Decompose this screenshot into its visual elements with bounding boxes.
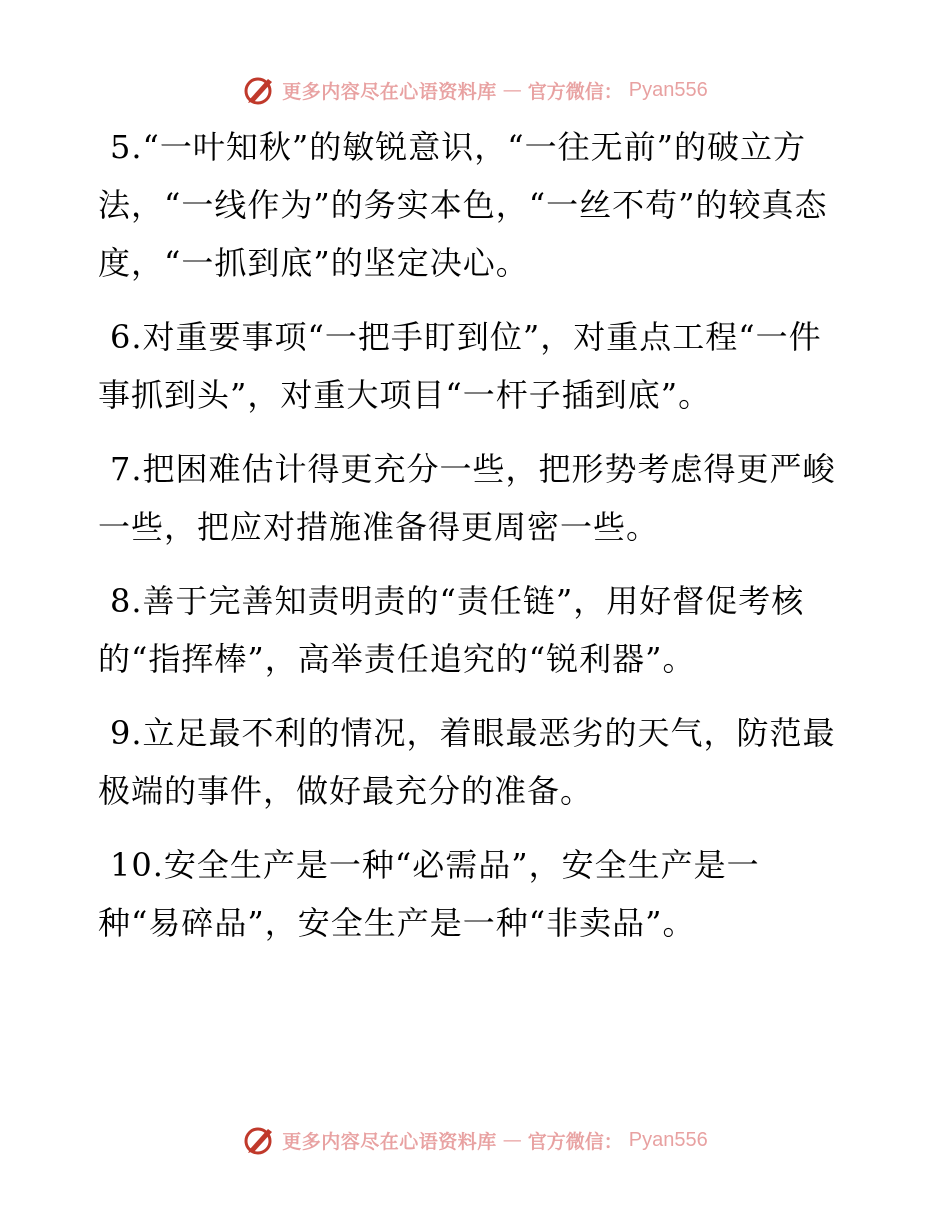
paragraph-9: 9.立足最不利的情况，着眼最恶劣的天气，防范最极端的事件，做好最充分的准备。 <box>98 714 836 810</box>
paragraph-8: 8.善于完善知责明责的“责任链”，用好督促考核的“指挥棒”，高举责任追究的“锐利器”。 <box>98 582 805 678</box>
banner-wechat-id: Pyan556 <box>628 78 708 101</box>
footer-banner <box>0 1120 950 1160</box>
banner-text: 更多内容尽在心语资料库 <box>282 80 497 103</box>
pen-circle-logo-icon <box>242 1123 276 1157</box>
banner-wechat-label: 官方微信： <box>527 1130 623 1153</box>
pen-circle-logo-icon <box>242 73 276 107</box>
banner-dash: — <box>502 1129 522 1151</box>
banner-dash: — <box>502 79 522 101</box>
paragraph-5: 5.“一叶知秋”的敏锐意识，“一往无前”的破立方法，“一线作为”的务实本色，“一丝不苟”的较真态度，“一抓到底”的坚定决心。 <box>98 128 828 282</box>
banner-wechat-label: 官方微信： <box>527 80 623 103</box>
document-body <box>98 118 836 968</box>
header-banner <box>0 70 950 110</box>
paragraph-10: 10.安全生产是一种“必需品”，安全生产是一种“易碎品”，安全生产是一种“非卖品”。 <box>98 846 760 942</box>
banner-text: 更多内容尽在心语资料库 <box>282 1130 497 1153</box>
paragraph-6: 6.对重要事项“一把手盯到位”，对重点工程“一件事抓到头”，对重大项目“一杆子插到底”。 <box>98 318 822 414</box>
banner-wechat-id: Pyan556 <box>628 1128 708 1151</box>
paragraph-7: 7.把困难估计得更充分一些，把形势考虑得更严峻一些，把应对措施准备得更周密一些。 <box>98 450 836 546</box>
